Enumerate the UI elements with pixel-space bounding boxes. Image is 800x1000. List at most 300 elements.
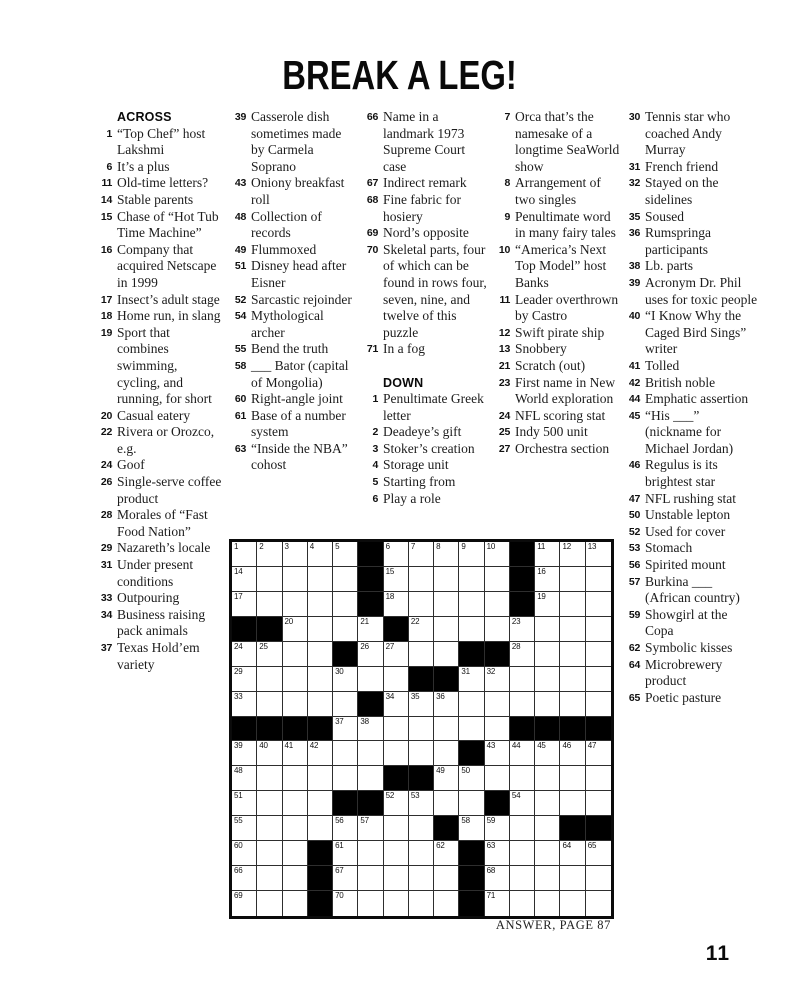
black-cell [308, 891, 333, 916]
clue-item [360, 474, 489, 491]
clue-number: 54 [234, 310, 246, 323]
white-cell [535, 642, 560, 667]
clue-item [94, 507, 223, 540]
clue-text: Emphatic assertion [645, 391, 749, 407]
white-cell [485, 866, 510, 891]
cell-number: 5 [335, 542, 340, 551]
clue-item [622, 109, 758, 159]
white-cell [384, 841, 409, 866]
white-cell [308, 567, 333, 592]
clue-number: 37 [100, 642, 112, 654]
white-cell [384, 667, 409, 692]
white-cell [586, 592, 611, 617]
black-cell [459, 642, 484, 667]
clue-number: 69 [366, 227, 378, 240]
cell-number: 38 [360, 716, 369, 726]
clue-item [622, 507, 758, 524]
white-cell [560, 866, 585, 891]
clue-column-3 [360, 109, 489, 507]
white-cell [358, 841, 383, 866]
clue-number: 11 [499, 293, 510, 306]
clue-text: Deadeye’s gift [383, 424, 462, 440]
white-cell [434, 642, 459, 667]
cell-number: 25 [259, 641, 268, 651]
clue-text: Mythological archer [251, 308, 324, 340]
clue-number: 61 [234, 409, 246, 422]
cell-number: 55 [234, 816, 243, 826]
cell-number: 7 [410, 542, 416, 551]
cell-number: 64 [562, 841, 571, 851]
clue-item [228, 308, 357, 341]
black-cell [232, 717, 257, 742]
black-cell [510, 592, 535, 617]
clue-text: Nazareth’s locale [117, 540, 211, 556]
white-cell [586, 741, 611, 766]
white-cell [459, 567, 484, 592]
white-cell [459, 816, 484, 841]
clue-item [622, 657, 758, 690]
clue-item [492, 358, 621, 375]
white-cell [232, 766, 257, 791]
white-cell [510, 791, 535, 816]
white-cell [384, 692, 409, 717]
white-cell [358, 717, 383, 742]
clue-text: Under present conditions [117, 557, 194, 589]
white-cell [459, 717, 484, 742]
white-cell [434, 741, 459, 766]
white-cell [434, 542, 459, 567]
white-cell [283, 816, 308, 841]
clue-number: 10 [498, 243, 510, 256]
white-cell [485, 741, 510, 766]
clue-number: 55 [234, 343, 246, 356]
cell-number: 20 [284, 616, 294, 626]
cell-number: 62 [436, 841, 445, 851]
white-cell [485, 841, 510, 866]
cell-number: 23 [511, 616, 521, 626]
clue-number: 71 [366, 343, 378, 356]
black-cell [257, 717, 282, 742]
white-cell [308, 542, 333, 567]
white-cell [560, 891, 585, 916]
cell-number: 54 [511, 791, 521, 801]
black-cell [434, 816, 459, 841]
white-cell [535, 542, 560, 567]
clue-item [360, 391, 489, 424]
clue-text: Rivera or Orozco, e.g. [117, 424, 215, 456]
white-cell [459, 617, 484, 642]
clue-text: Indirect remark [383, 175, 467, 191]
clue-item [228, 441, 357, 474]
clue-number: 43 [234, 177, 246, 190]
cell-number: 58 [461, 816, 470, 826]
cell-number: 19 [537, 591, 546, 601]
clue-number: 53 [628, 542, 640, 555]
clue-item [492, 441, 621, 458]
white-cell [434, 717, 459, 742]
white-cell [232, 542, 257, 567]
white-cell [586, 766, 611, 791]
clue-number: 60 [234, 393, 246, 406]
white-cell [459, 667, 484, 692]
white-cell [384, 791, 409, 816]
white-cell [434, 617, 459, 642]
clue-text: Scratch (out) [515, 357, 586, 373]
white-cell [510, 667, 535, 692]
white-cell [333, 617, 358, 642]
clue-item [492, 375, 621, 408]
clue-number: 64 [628, 658, 640, 671]
clue-column-4 [492, 109, 621, 457]
black-cell [510, 567, 535, 592]
white-cell [232, 891, 257, 916]
down-header: DOWN [383, 375, 424, 390]
white-cell [485, 816, 510, 841]
white-cell [510, 642, 535, 667]
white-cell [510, 891, 535, 916]
clue-number: 62 [628, 642, 640, 654]
cell-number: 44 [511, 741, 521, 751]
black-cell [257, 617, 282, 642]
cell-number: 4 [309, 542, 315, 551]
clue-item [360, 441, 489, 458]
clue-number: 1 [372, 393, 378, 406]
cell-number: 1 [234, 542, 239, 551]
clue-item [94, 159, 223, 176]
clue-number: 50 [628, 509, 640, 522]
clue-number: 20 [100, 409, 112, 422]
clue-item [228, 391, 357, 408]
clue-item [492, 341, 621, 358]
black-cell [459, 891, 484, 916]
clue-item [622, 375, 758, 392]
white-cell [283, 741, 308, 766]
white-cell [257, 891, 282, 916]
clue-number: 18 [100, 310, 112, 323]
black-cell [333, 791, 358, 816]
white-cell [257, 866, 282, 891]
clue-item [622, 408, 758, 458]
clue-number: 35 [628, 210, 640, 223]
clue-number: 11 [101, 177, 112, 190]
clue-text: Casual eatery [117, 407, 191, 423]
clue-text: Unstable lepton [645, 507, 731, 523]
clue-text: Outpouring [117, 590, 180, 606]
white-cell [586, 642, 611, 667]
clue-item [228, 175, 357, 208]
white-cell [333, 741, 358, 766]
clue-text: First name in New World exploration [515, 374, 616, 407]
black-cell [459, 841, 484, 866]
white-cell [257, 592, 282, 617]
white-cell [409, 816, 434, 841]
white-cell [586, 891, 611, 916]
white-cell [232, 642, 257, 667]
white-cell [283, 567, 308, 592]
clue-text: Fine fabric for hosiery [383, 191, 461, 224]
clue-number: 46 [628, 459, 640, 472]
clue-item [94, 292, 223, 309]
white-cell [333, 667, 358, 692]
white-cell [510, 741, 535, 766]
white-cell [560, 617, 585, 642]
cell-number: 11 [537, 542, 546, 551]
cell-number: 35 [410, 691, 420, 701]
cell-number: 24 [234, 641, 243, 651]
clue-text: Insect’s adult stage [117, 291, 220, 307]
white-cell [409, 592, 434, 617]
white-cell [459, 766, 484, 791]
clue-text: “I Know Why the Caged Bird Sings” writer [645, 308, 747, 357]
cell-number: 50 [461, 766, 470, 776]
clue-item [94, 590, 223, 607]
white-cell [535, 891, 560, 916]
clue-item [622, 457, 758, 490]
clue-text: Stayed on the sidelines [645, 175, 719, 207]
white-cell [535, 667, 560, 692]
clue-text: Orca that’s the namesake of a longtime SeaWorld show [515, 109, 620, 174]
white-cell [333, 717, 358, 742]
cell-number: 8 [436, 542, 441, 551]
clue-number: 68 [366, 193, 378, 206]
black-cell [560, 717, 585, 742]
clue-item [360, 225, 489, 242]
clue-text: It’s a plus [117, 158, 170, 174]
white-cell [535, 741, 560, 766]
white-cell [560, 692, 585, 717]
clue-item [94, 175, 223, 192]
white-cell [358, 866, 383, 891]
cell-number: 6 [385, 542, 390, 551]
white-cell [434, 567, 459, 592]
across-header: ACROSS [117, 110, 172, 124]
black-cell [485, 791, 510, 816]
white-cell [560, 642, 585, 667]
white-cell [560, 592, 585, 617]
clue-text: Regulus is its brightest star [645, 457, 718, 490]
cell-number: 10 [486, 542, 496, 551]
white-cell [510, 841, 535, 866]
cell-number: 51 [234, 791, 243, 801]
white-cell [358, 741, 383, 766]
clue-item [622, 524, 758, 541]
white-cell [333, 567, 358, 592]
clue-item [492, 175, 621, 208]
clue-text: ___ Bator (capital of Mongolia) [251, 357, 349, 390]
white-cell [384, 592, 409, 617]
clue-item [492, 408, 621, 425]
clue-text: “Top Chef” host Lakshmi [117, 125, 206, 158]
clue-text: Orchestra section [515, 440, 610, 456]
white-cell [232, 866, 257, 891]
black-cell [358, 567, 383, 592]
black-cell [358, 692, 383, 717]
clue-number: 42 [628, 376, 640, 389]
clue-item [622, 640, 758, 657]
clue-item [622, 574, 758, 607]
clue-item [622, 275, 758, 308]
clue-number: 31 [628, 160, 640, 173]
white-cell [459, 592, 484, 617]
clue-number: 40 [628, 310, 640, 323]
clue-text: Showgirl at the Copa [645, 606, 728, 639]
cell-number: 48 [234, 766, 243, 776]
clue-text: Skeletal parts, four of which can be found in rows four, seven, nine, and twelve of this puzzle [383, 241, 487, 340]
cell-number: 34 [385, 691, 395, 701]
cell-number: 9 [461, 542, 466, 551]
clue-item [492, 292, 621, 325]
clue-number: 44 [628, 393, 640, 406]
cell-number: 56 [335, 816, 344, 826]
white-cell [384, 866, 409, 891]
clue-number: 45 [628, 409, 640, 422]
clue-text: Arrangement of two singles [515, 175, 601, 207]
cell-number: 60 [234, 841, 243, 851]
clue-text: British noble [645, 374, 716, 390]
white-cell [308, 791, 333, 816]
white-cell [358, 766, 383, 791]
clue-item [94, 540, 223, 557]
white-cell [560, 741, 585, 766]
white-cell [283, 841, 308, 866]
black-cell [459, 741, 484, 766]
clue-item [94, 640, 223, 673]
white-cell [384, 567, 409, 592]
clue-number: 22 [100, 426, 112, 439]
clue-item [94, 242, 223, 292]
cell-number: 27 [385, 641, 395, 651]
clue-text: Right-angle joint [251, 391, 343, 407]
cell-number: 15 [385, 566, 395, 576]
black-cell [535, 717, 560, 742]
white-cell [283, 766, 308, 791]
clue-text: Stable parents [117, 191, 194, 207]
white-cell [434, 791, 459, 816]
clue-number: 51 [234, 260, 246, 273]
clue-text: Leader overthrown by Castro [515, 291, 619, 324]
white-cell [434, 841, 459, 866]
cell-number: 2 [259, 542, 264, 551]
clue-item [94, 457, 223, 474]
white-cell [358, 816, 383, 841]
white-cell [485, 617, 510, 642]
white-cell [257, 692, 282, 717]
white-cell [283, 791, 308, 816]
clue-item [94, 209, 223, 242]
clue-text: Burkina ___ (African country) [645, 573, 740, 606]
cell-number: 31 [461, 666, 470, 676]
white-cell [586, 567, 611, 592]
white-cell [535, 841, 560, 866]
white-cell [434, 592, 459, 617]
white-cell [586, 617, 611, 642]
clue-number: 70 [366, 243, 378, 256]
black-cell [409, 766, 434, 791]
clue-text: Texas Hold’em variety [117, 640, 200, 672]
cell-number: 16 [537, 566, 546, 576]
white-cell [409, 642, 434, 667]
clue-number: 12 [498, 326, 510, 339]
clue-number: 36 [628, 227, 640, 240]
cell-number: 32 [486, 666, 496, 676]
clue-number: 49 [234, 243, 246, 256]
white-cell [232, 592, 257, 617]
clue-text: Tolled [645, 357, 680, 373]
white-cell [257, 766, 282, 791]
clue-text: Business raising pack animals [117, 606, 206, 639]
clue-text: French friend [645, 158, 719, 174]
clue-item [360, 341, 489, 358]
black-cell [333, 642, 358, 667]
cell-number: 47 [587, 741, 597, 751]
white-cell [535, 766, 560, 791]
clue-item [492, 325, 621, 342]
clue-item [94, 424, 223, 457]
answer-note: ANSWER, PAGE 87 [495, 918, 611, 932]
cell-number: 39 [234, 741, 243, 751]
black-cell [586, 816, 611, 841]
clue-number: 9 [504, 210, 510, 223]
white-cell [485, 567, 510, 592]
cell-number: 61 [335, 841, 344, 851]
clue-number: 1 [106, 127, 112, 140]
cell-number: 33 [234, 691, 243, 701]
white-cell [434, 891, 459, 916]
white-cell [560, 542, 585, 567]
clue-item [360, 109, 489, 175]
clue-item [228, 358, 357, 391]
white-cell [283, 891, 308, 916]
page-title: BREAK A LEG! [282, 52, 518, 98]
clue-number: 59 [628, 608, 640, 621]
white-cell [333, 766, 358, 791]
clue-number: 48 [234, 210, 246, 223]
clue-item [622, 358, 758, 375]
clue-text: In a fog [383, 341, 425, 357]
clue-number: 8 [504, 177, 510, 190]
black-cell [358, 542, 383, 567]
white-cell [560, 667, 585, 692]
clue-text: Name in a landmark 1973 Supreme Court case [383, 109, 466, 174]
cell-number: 70 [335, 891, 344, 901]
clue-item [94, 607, 223, 640]
clue-text: Tennis star who coached Andy Murray [645, 109, 731, 158]
white-cell [308, 766, 333, 791]
clue-number: 13 [498, 343, 510, 356]
clue-item [228, 109, 357, 175]
clue-number: 52 [234, 293, 246, 306]
black-cell [308, 717, 333, 742]
white-cell [409, 542, 434, 567]
clue-item [94, 474, 223, 507]
white-cell [560, 766, 585, 791]
clue-item [228, 258, 357, 291]
clue-number: 32 [628, 177, 640, 190]
clue-text: Soused [645, 208, 685, 224]
clue-item [622, 308, 758, 358]
white-cell [560, 791, 585, 816]
clue-text: Stomach [645, 540, 693, 556]
white-cell [257, 567, 282, 592]
white-cell [485, 542, 510, 567]
clue-item [360, 457, 489, 474]
clue-text: Company that acquired Netscape in 1999 [117, 241, 217, 290]
white-cell [232, 741, 257, 766]
white-cell [409, 617, 434, 642]
clue-text: Starting from [383, 474, 456, 490]
white-cell [510, 866, 535, 891]
black-cell [586, 717, 611, 742]
